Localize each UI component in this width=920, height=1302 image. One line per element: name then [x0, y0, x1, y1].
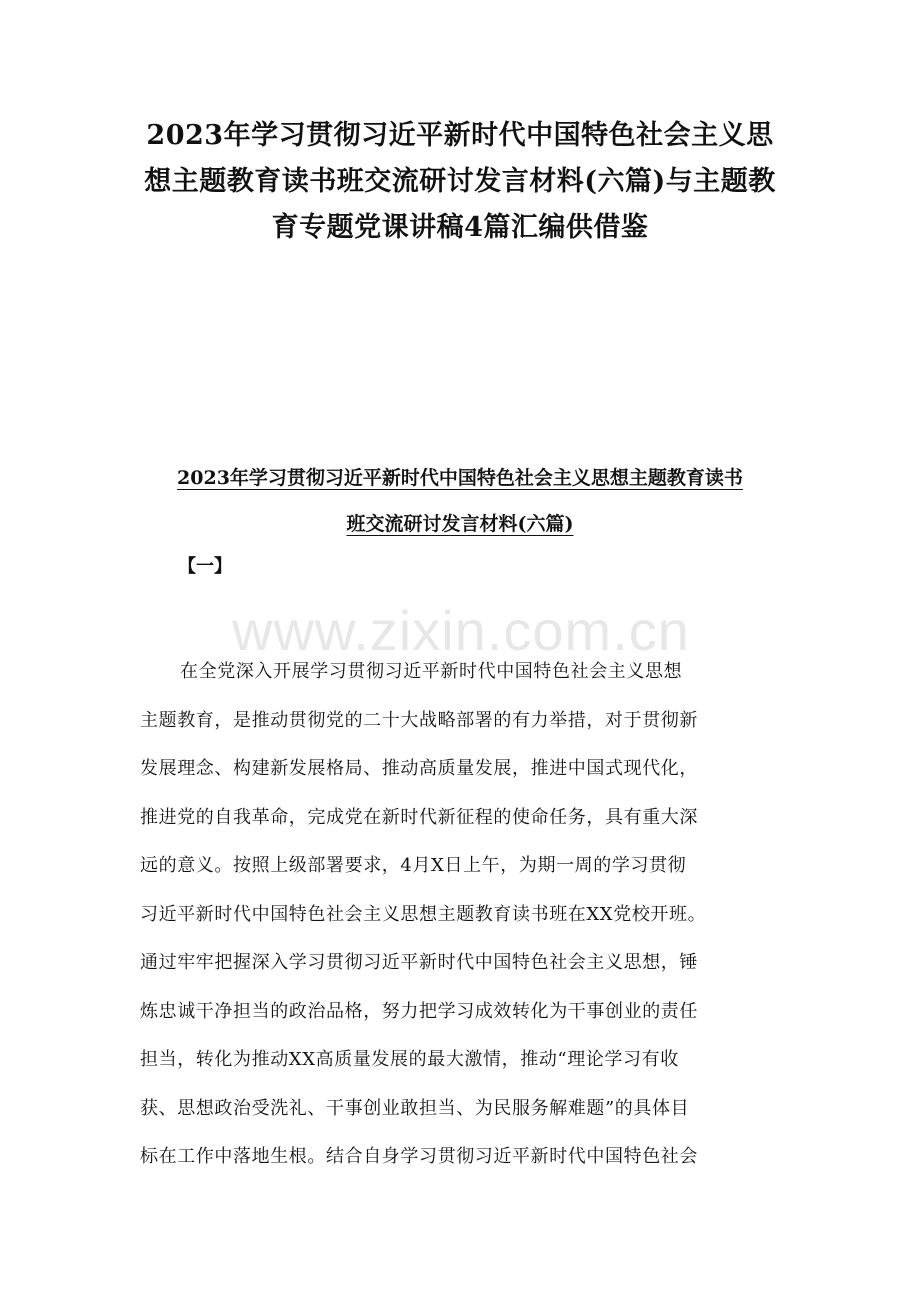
body-line-3: 发展理念、构建新发展格局、推动高质量发展，推进中国式现代化，	[140, 758, 698, 779]
body-line-1: 在全党深入开展学习贯彻习近平新时代中国特色社会主义思想	[180, 661, 683, 682]
document-title-line-3: 育专题党课讲稿4篇汇编供借鉴	[271, 212, 649, 243]
body-line-10: 获、思想政治受洗礼、干事创业敢担当、为民服务解难题”的具体目	[140, 1097, 690, 1119]
body-paragraph	[140, 648, 780, 1182]
body-line-4: 推进党的自我革命，完成党在新时代新征程的使命任务，具有重大深	[140, 806, 698, 828]
body-line-5: 远的意义。按照上级部署要求，4月X日上午，为期一周的学习贯彻	[140, 855, 687, 876]
section-heading-line-2: 班交流研讨发言材料(六篇)	[346, 513, 574, 535]
section-heading-line-1: 2023年学习贯彻习近平新时代中国特色社会主义思想主题教育读书	[177, 467, 743, 489]
document-title-line-2: 想主题教育读书班交流研讨发言材料(六篇)与主题教	[144, 166, 776, 197]
body-line-2: 主题教育，是推动贯彻党的二十大战略部署的有力举措，对于贯彻新	[140, 709, 698, 731]
document-title-line-1: 2023年学习贯彻习近平新时代中国特色社会主义思	[146, 120, 774, 151]
body-line-8: 炼忠诚干净担当的政治品格，努力把学习成效转化为干事创业的责任	[140, 1000, 698, 1022]
section-heading-row-1	[120, 455, 800, 501]
watermark: www.zixin.com.cn	[232, 599, 690, 662]
body-line-6: 习近平新时代中国特色社会主义思想主题教育读书班在XX党校开班。	[140, 903, 707, 925]
body-line-7: 通过牢牢把握深入学习贯彻习近平新时代中国特色社会主义思想，锤	[140, 952, 698, 973]
body-line-9: 担当，转化为推动XX高质量发展的最大激情，推动“理论学习有收	[140, 1049, 679, 1070]
body-line-11: 标在工作中落地生根。结合自身学习贯彻习近平新时代中国特色社会	[140, 1146, 698, 1167]
part-marker: 【一】	[178, 556, 232, 577]
section-heading	[120, 455, 800, 547]
section-heading-row-2	[120, 501, 800, 547]
document-title	[130, 113, 790, 251]
